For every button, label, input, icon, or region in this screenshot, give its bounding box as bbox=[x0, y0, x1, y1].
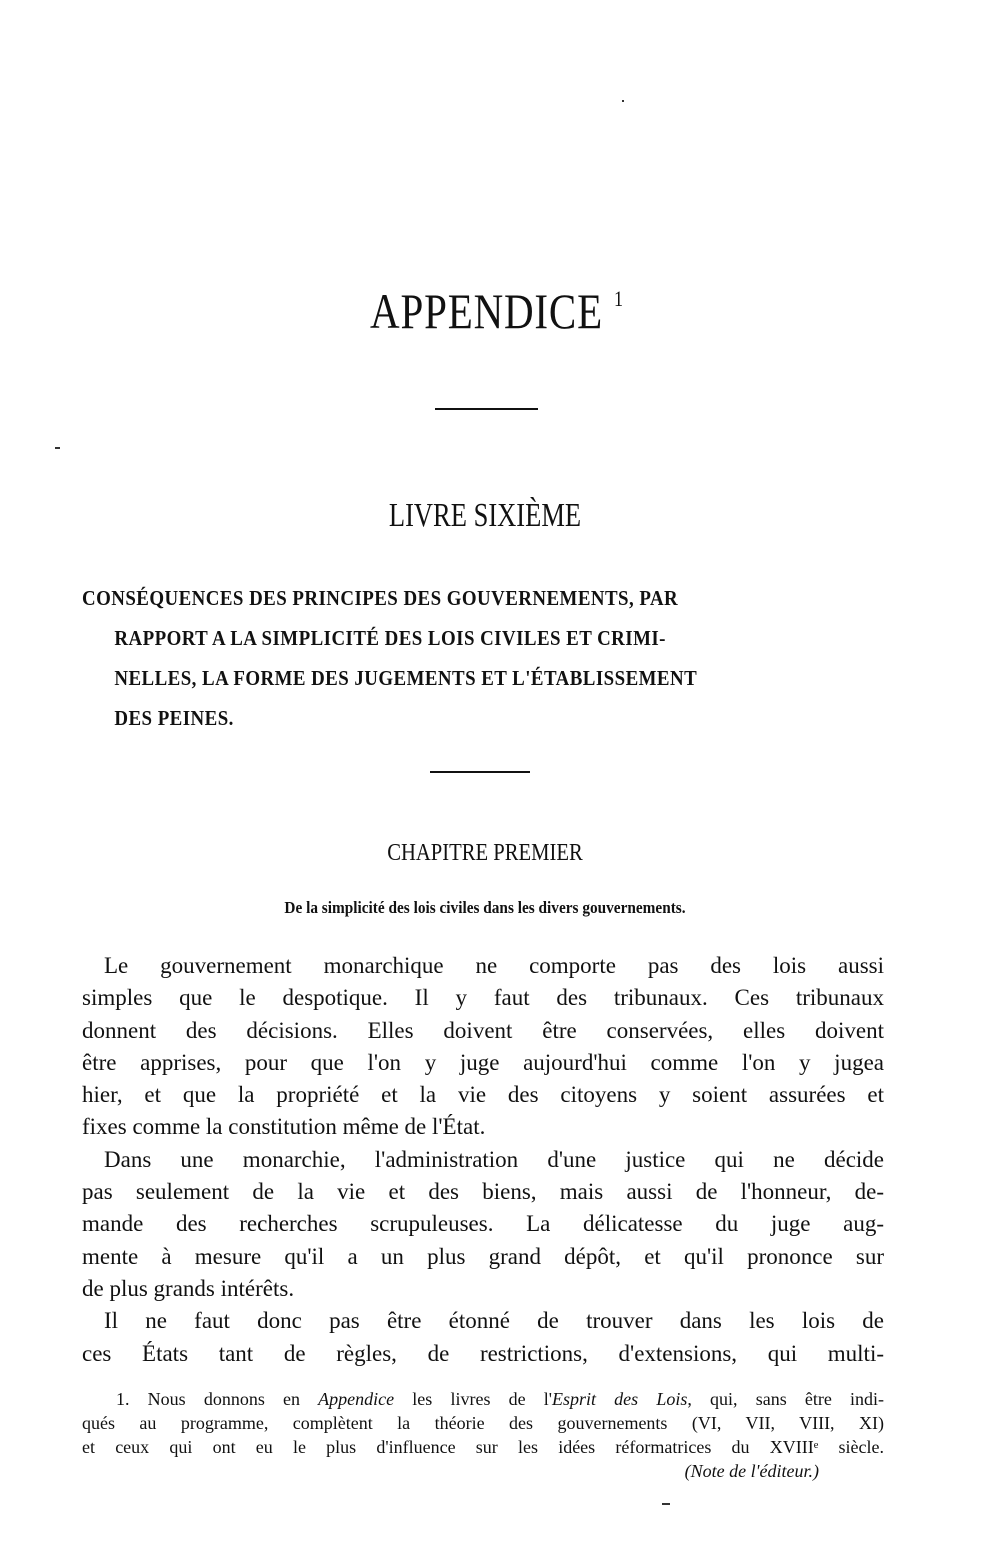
body-line: être apprises, pour que l'on y juge aujourd'hui comme l'on y jugea bbox=[82, 1049, 884, 1075]
footnote-emphasis: Esprit des Lois bbox=[552, 1389, 688, 1409]
body-line: mente à mesure qu'il a un plus grand dépôt, et qu'il prononce sur bbox=[82, 1243, 884, 1269]
subject-line: CONSÉQUENCES DES PRINCIPES DES GOUVERNEMENTS, PAR bbox=[82, 586, 679, 610]
footnote-ref[interactable]: 1 bbox=[614, 286, 624, 311]
body-line: ces États tant de règles, de restrictions, d'extensions, qui multi- bbox=[82, 1340, 884, 1366]
body-line: mande des recherches scrupuleuses. La délicatesse du juge aug- bbox=[82, 1211, 884, 1237]
body-line: hier, et que la propriété et la vie des citoyens y soient assurées et bbox=[82, 1082, 884, 1108]
subject-line: NELLES, LA FORME DES JUGEMENTS ET L'ÉTABLISSEMENT bbox=[114, 666, 698, 690]
divider-rule bbox=[435, 408, 538, 410]
footnote-credit: (Note de l'éditeur.) bbox=[684, 1461, 819, 1481]
body-line: Dans une monarchie, l'administration d'une justice qui ne décide bbox=[104, 1146, 884, 1172]
scan-speck bbox=[662, 1503, 670, 1505]
footnote bbox=[82, 1387, 884, 1483]
subject-line: DES PEINES. bbox=[114, 706, 234, 730]
footnote-number: 1. bbox=[116, 1389, 130, 1409]
body-line: Il ne faut donc pas être étonné de trouver dans les lois de bbox=[104, 1308, 884, 1334]
body-line: donnent des décisions. Elles doivent être conservées, elles doivent bbox=[82, 1017, 884, 1043]
scan-speck bbox=[55, 447, 60, 449]
page-title bbox=[87, 282, 907, 340]
body-line: Le gouvernement monarchique ne comporte pas des lois aussi bbox=[104, 953, 884, 978]
title-text: APPENDICE bbox=[370, 283, 603, 339]
body-line: de plus grands intérêts. bbox=[82, 1275, 295, 1301]
footnote-text: les livres de l' bbox=[394, 1389, 553, 1409]
divider-rule bbox=[430, 771, 530, 773]
footnote-emphasis: Appendice bbox=[318, 1389, 395, 1409]
chapter-heading: CHAPITRE PREMIER bbox=[387, 840, 583, 866]
body-line: fixes comme la constitution même de l'État. bbox=[82, 1114, 486, 1140]
body-line: simples que le despotique. Il y faut des tribunaux. Ces tribunaux bbox=[82, 985, 884, 1011]
book-subject bbox=[82, 578, 1000, 738]
footnote-line: qués au programme, complètent la théorie des gouvernements (VI, VII, VIII, XI) bbox=[82, 1413, 884, 1433]
scan-speck bbox=[622, 100, 624, 102]
footnote-line bbox=[82, 1387, 884, 1411]
body-line: pas seulement de la vie et des biens, mais aussi de l'honneur, de- bbox=[82, 1179, 884, 1205]
footnote-text: , qui, sans être indi- bbox=[687, 1389, 885, 1409]
chapter-subtitle: De la simplicité des lois civiles dans les divers gouvernements. bbox=[284, 898, 686, 917]
body-text bbox=[82, 950, 884, 1370]
book-heading: LIVRE SIXIÈME bbox=[388, 497, 582, 534]
footnote-text: Nous donnons en bbox=[147, 1389, 319, 1409]
subject-line: RAPPORT A LA SIMPLICITÉ DES LOIS CIVILES ET CRIMI- bbox=[114, 626, 666, 650]
footnote-line: et ceux qui ont eu le plus d'influence sur les idées réformatrices du XVIIIᵉ siècle. bbox=[82, 1437, 884, 1457]
